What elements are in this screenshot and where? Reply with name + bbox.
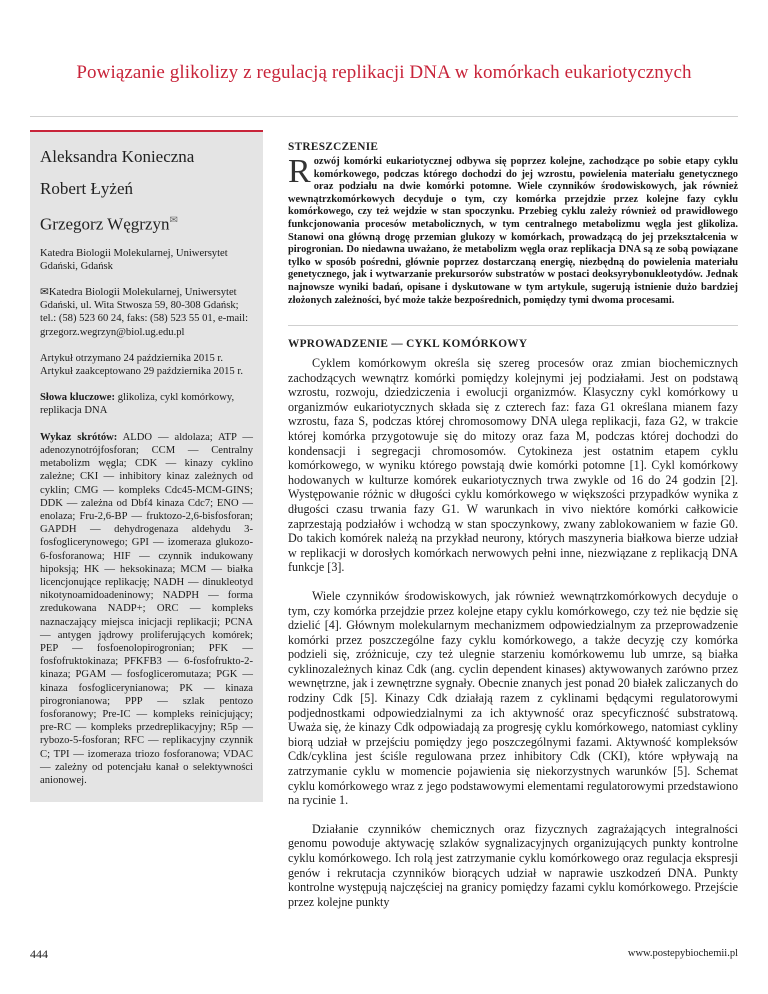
envelope-icon: ✉ [40,287,49,299]
section-rule [288,325,738,326]
body-text [288,356,738,909]
drop-cap: R [288,153,311,190]
author-name: Robert Łyżeń [40,179,133,198]
title-rule [30,116,738,117]
abstract: Rozwój komórki eukariotycznej odbywa się poprzez kolejne, zachodzące po sobie etapy cyklu komórkowego, podczas którego dochodzi do jej wzrostu, powielenia materiału genetycznego oraz podziału na dwie komórki potomne. Wiele czynników środowiskowych, jak również wewnątrzkomórkowych decyduje o tym, czy komórka przejdzie przez kolejne fazy cyklu komórkowego, czy też wejdzie w stan spoczynku. Przebieg cyklu zależy również od prawidłowego funkcjonowania procesów metabolicznych, w tym centralnego metabolizmu węgla jest glikoliza. Stanowi ona główną drogę przemian glukozy w komórkach, prowadzącą do jej przekształcenia w pirogronian. Do niedawna uważano, że metabolizm węgla oraz replikacja DNA są ze sobą powiązane tylko w sposób pośredni, głównie poprzez dostarczaną energię, niezbędną do powielenia materiału genetycznego, jak i wytwarzanie prekursorów substratów w postaci deoksyrybonukleotydów. Jednak najnowsze wyniki badań, opisane i dyskutowane w tym artykule, sugerują istnienie dużo bardziej złożonych zależności, być może także bezpośrednich, pomiędzy tymi dwoma procesami. [288,153,738,306]
keywords: Słowa kluczowe: glikoliza, cykl komórkowy, replikacja DNA [40,392,235,417]
affiliation: Katedra Biologii Molekularnej, Uniwersytet Gdański, Gdańsk [40,247,228,272]
paragraph: Cyklem komórkowym określa się szereg procesów oraz zmian biochemicznych zachodzących wewnątrz komórki pomiędzy kolejnymi jej podziałami. Jest on podstawą wzrostu, rozwoju, dziedziczenia i ewolucji organizmów. Klasyczny cykl komórkowy u organizmów eukariotycznych składa się z czterech faz: faza G1 określana mianem fazy wzrostu, faza S, podczas której chromosomowy DNA ulega replikacji, faza G2, w trakcie której komórka przygotowuje się do mitozy oraz faza M, podczas której dochodzi do kondensacji i segregacji chromosomów. Cytokineza jest ostatnim etapem cyklu komórkowego, w wyniku którego powstają dwie komórki potomne [1]. Cykl komórkowy hodowanych w kulturze komórek eukariotycznych trwa zwykle od 16 do 24 godzin [2]. Występowanie różnic w długości cyklu komórkowego w większości przypadków wynika z długości czasu trwania fazy G1. W warunkach in vivo niektóre komórki całkowicie zaprzestają podziałów i wchodzą w stan spoczynkowy, zwany zablokowaniem w fazie G0. Do takich komórek należą na przykład neurony, których maszyneria białkowa bierze udział w replikacji w dorosłych komórkach nerwowych pełni inne, niezwiązane z replikacją DNA funkcje [3]. [288,356,738,575]
envelope-icon: ✉ [169,215,178,226]
author-name: Grzegorz Węgrzyn✉ [40,214,178,234]
page-number: 444 [30,947,48,961]
correspondence: ✉Katedra Biologii Molekularnej, Uniwersytet Gdański, ul. Wita Stwosza 59, 80-308 Gdańsk; tel.: (58) 523 60 24, faks: (58) 523 55 01, e-mail: grzegorz.wegrzyn@biol.ug.edu.pl [40,287,249,338]
abbreviations: Wykaz skrótów: ALDO — aldolaza; ATP — adenozynotrójfosforan; CCM — Centralny metabolizm węgla; CDK — kinazy cyklino zależne; CKI — inhibitory kinaz zależnych od cyklin; CMG — kompleks Cdc45-MCM-GINS; DDK — zależna od Dbf4 kinaza Cdc7; ENO — enolaza; Fru-2,6-BP — fruktozo-2,6-bisfosforan; GAPDH — dehydrogenaza aldehydu 3-fosfoglicerynowego; GPI — izomeraza glukozo-6-fosforanowa; HIF — czynnik indukowany hipoksją; HK — heksokinaza; MCM — białka licencjonujące replikację; NADH — dinukleotyd nikotynoamidoadeninowy; NADPH — forma zredukowana NADP+; ORC — kompleks naznaczający miejsca inicjacji replikacji; PCNA — antygen jądrowy proliferujących komórek; PEP — fosfoenolopirogronian; PFK — fosfofruktokinaza; PFKFB3 — 6-fosfofrukto-2-kinaza; PGAM — fosfogliceromutaza; PGK — kinaza fosfoglicerynianowa; PK — kinaza pirogronianowa; PPP — szlak pentozo fosforanowy; Pre-IC — kompleks reinicjujący; pre-RC — kompleks przedreplikacyjny; R5p — rybozo-5-fosforan; RFC — replikacyjny czynnik C; TPI — izomeraza triozo fosforanowa; VDAC — zależny od potencjału kanał o selektywności anionowej. [40,431,253,786]
author-sidebar [30,130,263,802]
journal-url: www.postepybiochemii.pl [627,948,738,959]
section-heading: WPROWADZENIE — CYKL KOMÓRKOWY [288,338,528,350]
paragraph: Działanie czynników chemicznych oraz fizycznych zagrażających integralności genomu powoduje aktywację szlaków sygnalizacyjnych organizujących punkty kontrolne cyklu komórkowego. Ich rolą jest zatrzymanie cyklu komórkowego oraz regulacja ekspresji genów i rekrutacja czynników biorących udział w naprawie uszkodzeń DNA. Punkty kontrolne występują najczęściej na granicy pomiędzy fazami cyklu komórkowego. Przejście przez kolejne punkty [288,821,738,909]
paragraph: Wiele czynników środowiskowych, jak również wewnątrzkomórkowych decyduje o tym, czy komórka przejdzie przez kolejne etapy cyklu komórkowego, czy też nie będzie się dzielić [4]. Głównym molekularnym mechanizmem odpowiedzialnym za przeprowadzenie komórki przez poszczególne fazy cyklu komórkowego, a także decyzję czy komórka podzieli się, zróżnicuje, czy też ulegnie starzeniu komórkowemu lub umrze, są białka cyklinozależnych kinaz Cdk (ang. cyclin dependent kinases) aktywowanych zarówno przez wewnętrzne, jak i zewnętrzne sygnały. Obecnie znanych jest ponad 20 białek zaliczanych do rodziny Cdk [5]. Kinazy Cdk działają razem z cyklinami będącymi regulatorowymi podjednostkami odpowiedzialnymi za ich aktywność oraz specyficzność substratową. Uważa się, że kinazy Cdk odpowiadają za progresję cyklu komórkowego, natomiast cykliny biorą udział w przejściu pomiędzy jego poszczególnymi fazami. Aktywność kompleksów Cdk/cyklina jest ściśle regulowana przez inhibitory Cdk (CKI), które wpływają na zatrzymanie cyklu w momencie pojawienia się niekorzystnych warunków [5]. Schemat cyklu komórkowego wraz z jego podstawowymi elementami regulatorowymi przedstawiono na rycinie 1. [288,588,738,808]
abstract-heading: STRESZCZENIE [288,141,379,153]
author-name: Aleksandra Konieczna [40,147,195,166]
article-dates: Artykuł otrzymano 24 października 2015 r. Artykuł zaakceptowano 29 października 2015 r. [40,352,243,378]
article-title: Powiązanie glikolizy z regulacją replikacji DNA w komórkach eukariotycznych [76,62,692,83]
